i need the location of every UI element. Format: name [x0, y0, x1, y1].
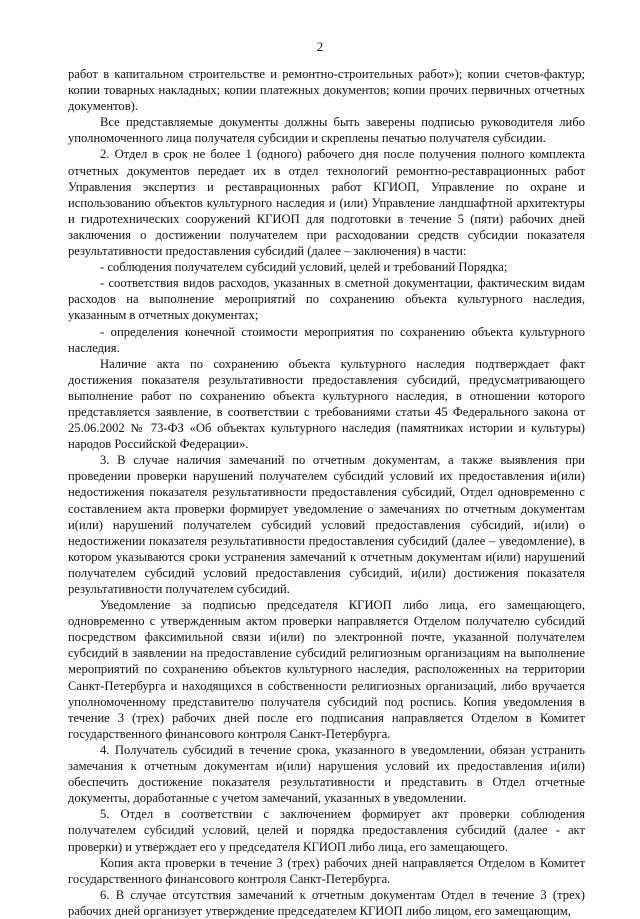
paragraph-certification: Все представляемые документы должны быть заверены подписью руководителя либо уполномоченного лица получателя субсидии и скреплены печатью получателя субсидии. — [68, 115, 585, 146]
paragraph-item-3: 3. В случае наличия замечаний по отчетным документам, а также выявления при проведении проверки нарушений получателем субсидий условий их предоставления и(или) недостижения показателя результативности предоставления субсидий, Отдел одновременно с составлением акта проверки формирует уведомление о замечаниях по отчетным документам и(или) нарушений получателем субсидий условий предоставления субсидий, и(или) о недостижении показателя результативности предоставления субсидий (далее – уведомление), в котором указываются сроки устранения замечаний к отчетным документам и(или) нарушений получателем субсидий условий предоставления субсидий, и(или) достижения показателя результативности получателем субсидий. — [68, 453, 585, 596]
paragraph-act-presence: Наличие акта по сохранению объекта культурного наследия подтверждает факт достижения показателя результативности предоставления субсидий, предусматривающего выполнение работ по сохранению объекта культурного наследия, в отношении которого представляется заявление, в соответствии с требованиями статьи 45 Федерального закона от 25.06.2002 № 73-ФЗ «Об объектах культурного наследия (памятниках истории и культуры) народов Российской Федерации». — [68, 356, 585, 452]
paragraph-continuation: работ в капитальном строительстве и ремонтно-строительных работ»); копии счетов-фактур; копии товарных накладных; копии платежных документов; копии прочих первичных отчетных документов). — [68, 67, 585, 114]
page-number: 2 — [316, 39, 324, 54]
paragraph-item-4: 4. Получатель субсидий в течение срока, указанного в уведомлении, обязан устранить замечания к отчетным документам и(или) нарушения условий их предоставления и(или) обеспечить достижение показателя результативности и представить в Отдел отчетные документы, доработанные с учетом замечаний, указанных в уведомлении. — [68, 742, 585, 806]
document-body — [68, 66, 585, 919]
paragraph-act-copy: Копия акта проверки в течение 3 (трех) рабочих дней направляется Отделом в Комитет государственного финансового контроля Санкт-Петербурга. — [68, 855, 585, 886]
paragraph-item-5: 5. Отдел в соответствии с заключением формирует акт проверки соблюдения получателем субсидий условий, целей и порядка предоставления субсидий (далее - акт проверки) и утверждает его у председателя КГИОП либо лица, его замещающего. — [68, 807, 585, 854]
list-item: - соответствия видов расходов, указанных в сметной документации, фактическим видам расходов на выполнение мероприятий по сохранению объекта культурного наследия, указанным в отчетных документах; — [68, 276, 585, 323]
paragraph-item-2: 2. Отдел в срок не более 1 (одного) рабочего дня после получения полного комплекта отчетных документов передает их в отдел технологий ремонтно-реставрационных работ Управления экспертиз и реставрационных работ КГИОП, Управление по охране и использованию объектов культурного наследия и (или) Управление ландшафтной архитектуры и гидротехнических сооружений КГИОП для подготовки в течение 5 (пяти) рабочих дней заключения о достижении получателем при расходовании средств субсидии показателя результативности предоставления субсидий (далее – заключения) в части: — [68, 147, 585, 259]
list-item: - определения конечной стоимости мероприятия по сохранению объекта культурного наследия. — [68, 324, 585, 355]
paragraph-notification: Уведомление за подписью председателя КГИОП либо лица, его замещающего, одновременно с утвержденным актом проверки направляется Отделом получателю субсидий посредством факсимильной связи и(или) по электронной почте, указанной получателем субсидий в заявлении на предоставление субсидий религиозным организациям на выполнение мероприятий по сохранению объектов культурного наследия, расположенных на территории Санкт-Петербурга и находящихся в собственности религиозных организаций, либо вручается уполномоченному представителю получателя субсидий под роспись. Копия уведомления в течение 3 (трех) рабочих дней после его подписания направляется Отделом в Комитет государственного финансового контроля Санкт-Петербурга. — [68, 598, 585, 741]
paragraph-item-6: 6. В случае отсутствия замечаний к отчетным документам Отдел в течение 3 (трех) рабочих дней организует утверждение председателем КГИОП либо лицом, его замещающим, — [68, 887, 585, 918]
list-item: - соблюдения получателем субсидий условий, целей и требований Порядка; — [100, 260, 508, 275]
